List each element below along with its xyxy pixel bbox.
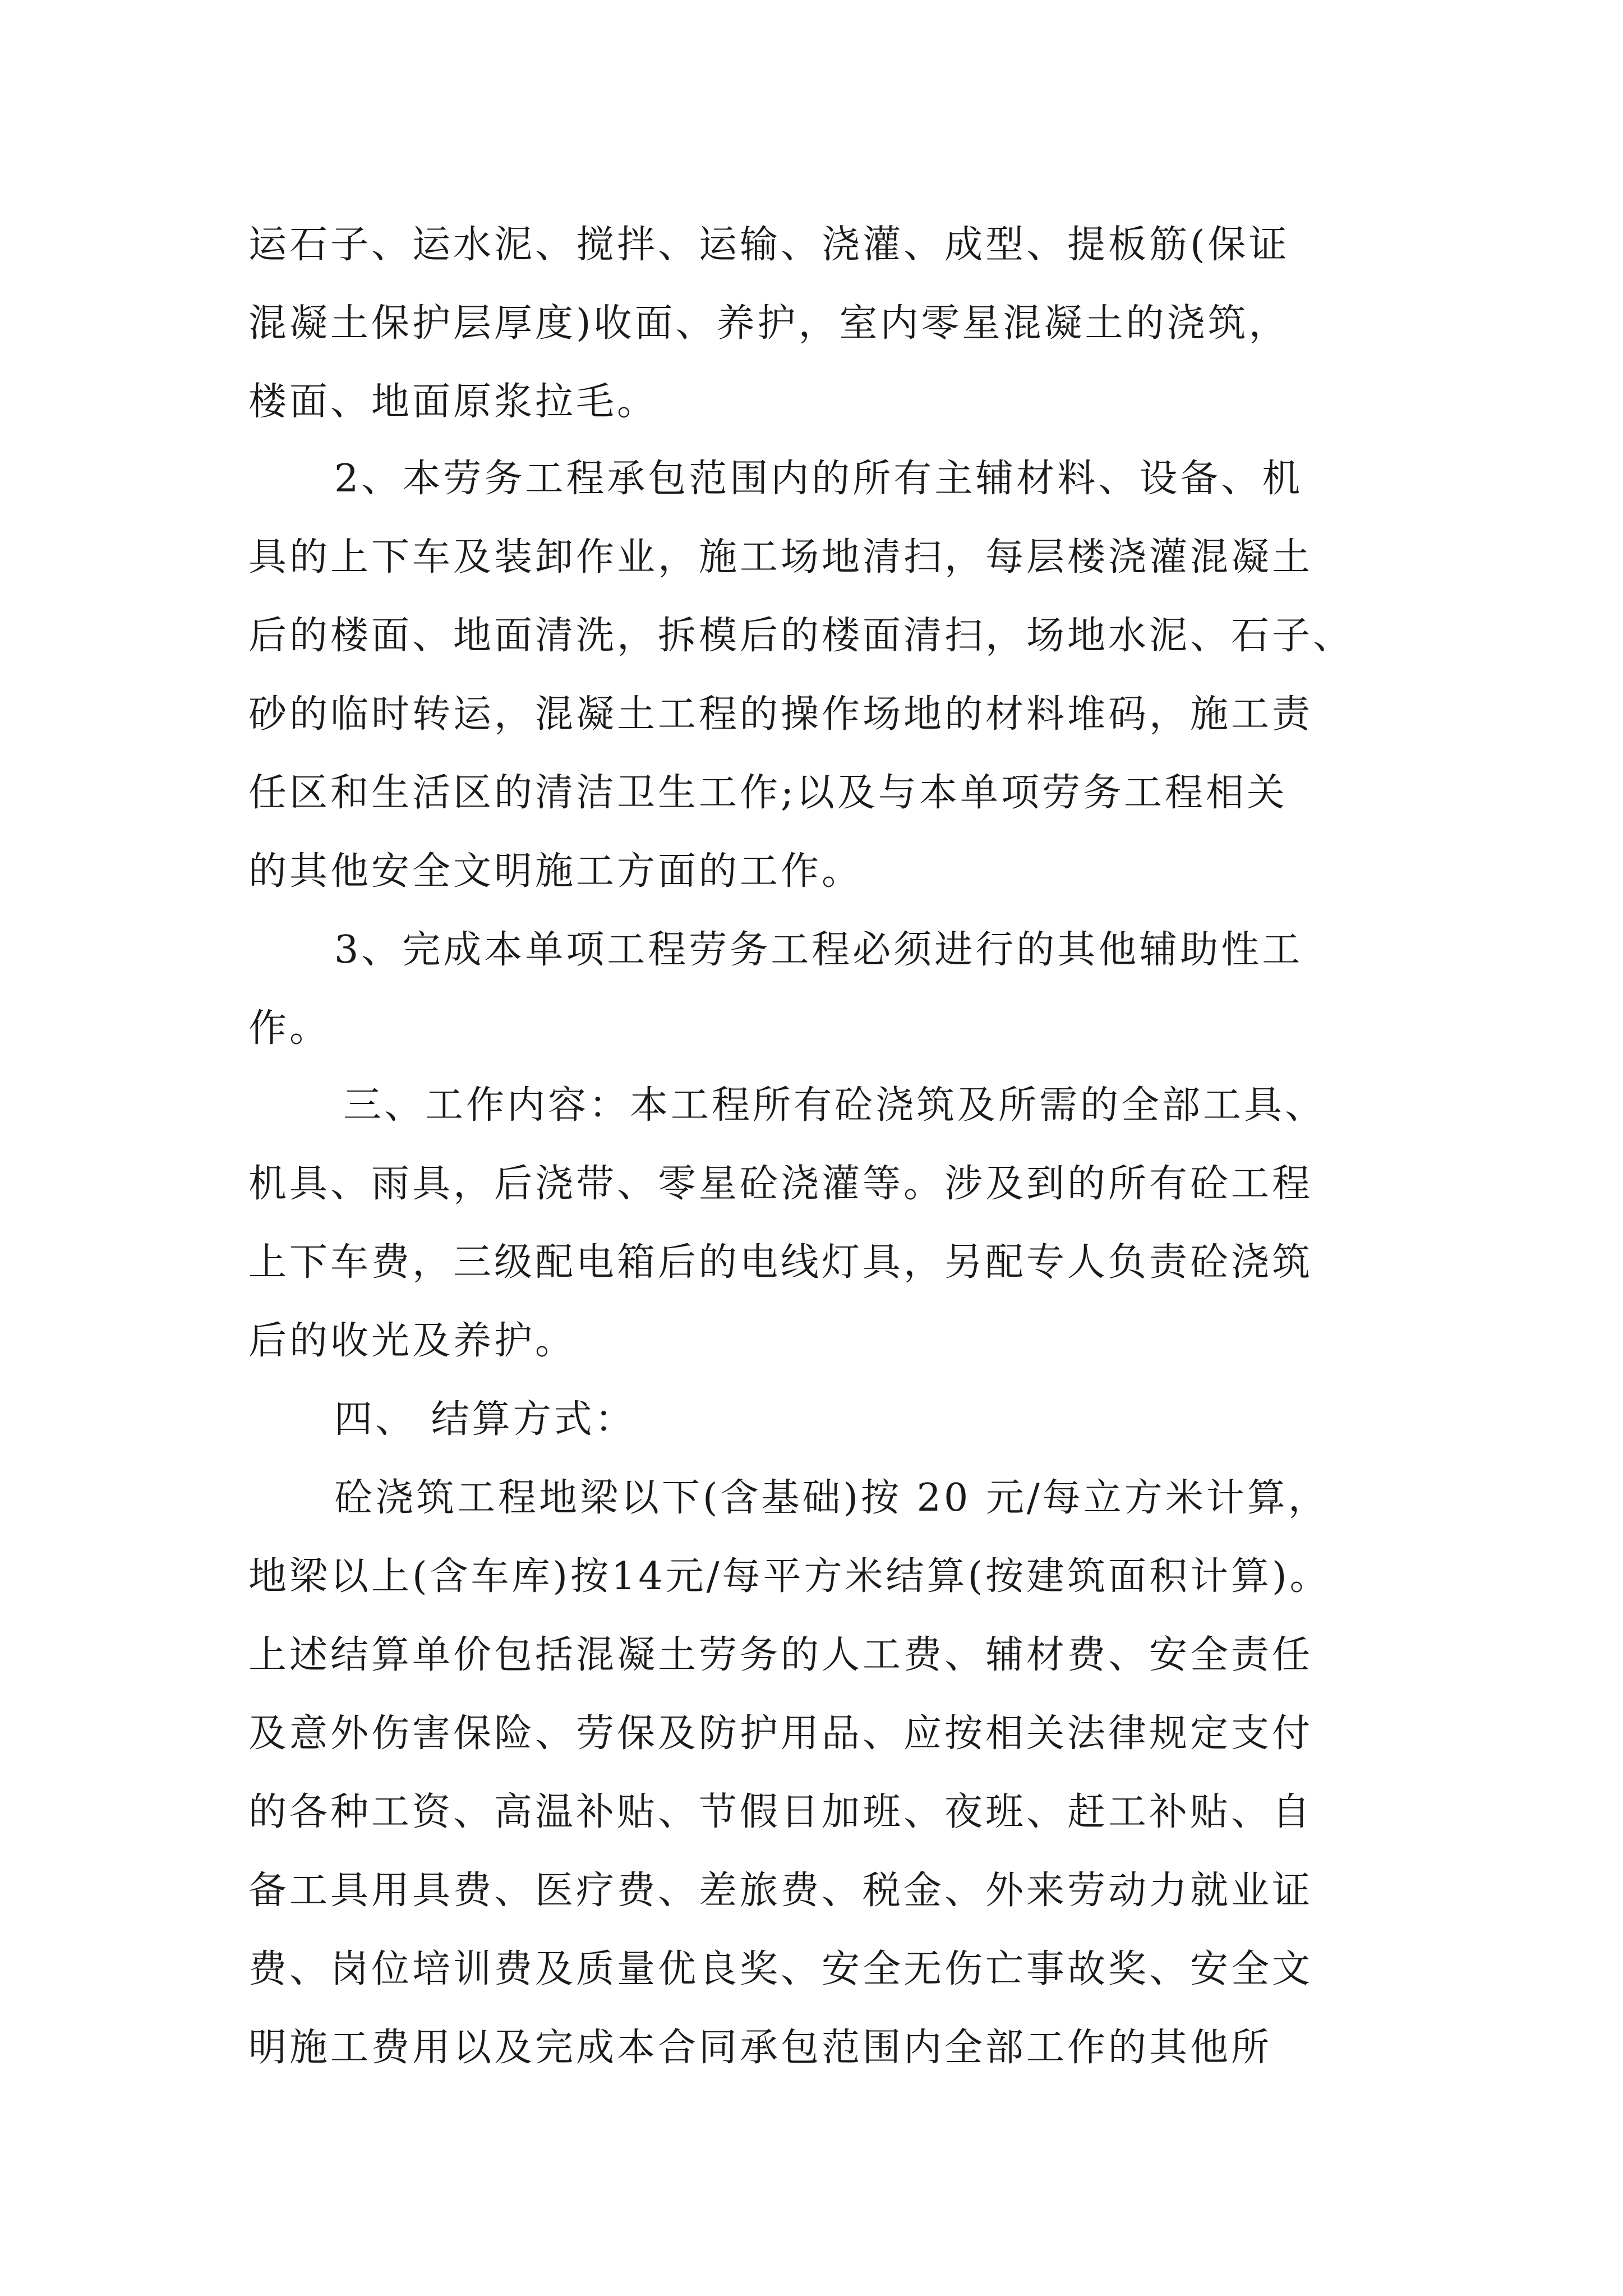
text-line: 2、本劳务工程承包范围内的所有主辅材料、设备、机 — [334, 457, 1303, 501]
text-line: 四、 结算方式： — [334, 1397, 636, 1442]
text-line: 作。 — [248, 1006, 331, 1051]
text-line: 砼浇筑工程地梁以下(含基础)按 20 元/每立方米计算， — [334, 1476, 1329, 1520]
text-line: 后的楼面、地面清洗，拆模后的楼面清扫，场地水泥、石子、 — [248, 614, 1354, 658]
text-line: 3、完成本单项工程劳务工程必须进行的其他辅助性工 — [334, 928, 1303, 972]
text-line: 的各种工资、高温补贴、节假日加班、夜班、赶工补贴、自 — [248, 1790, 1313, 1834]
text-line: 备工具用具费、医疗费、差旅费、税金、外来劳动力就业证 — [248, 1869, 1313, 1913]
text-line: 费、岗位培训费及质量优良奖、安全无伤亡事故奖、安全文 — [248, 1947, 1313, 1991]
text-line: 砂的临时转运，混凝土工程的操作场地的材料堆码，施工责 — [248, 692, 1313, 737]
text-line: 上下车费，三级配电箱后的电线灯具，另配专人负责砼浇筑 — [248, 1240, 1313, 1285]
text-line: 机具、雨具，后浇带、零星砼浇灌等。涉及到的所有砼工程 — [248, 1162, 1313, 1206]
text-line: 具的上下车及装卸作业，施工场地清扫，每层楼浇灌混凝土 — [248, 535, 1313, 579]
text-line: 混凝土保护层厚度)收面、养护，室内零星混凝土的浇筑， — [248, 301, 1290, 346]
text-line: 运石子、运水泥、搅拌、运输、浇灌、成型、提板筋(保证 — [248, 223, 1290, 267]
text-line: 及意外伤害保险、劳保及防护用品、应按相关法律规定支付 — [248, 1711, 1313, 1756]
text-line: 楼面、地面原浆拉毛。 — [248, 380, 658, 424]
text-line: 上述结算单价包括混凝土劳务的人工费、辅材费、安全责任 — [248, 1633, 1313, 1677]
text-line: 明施工费用以及完成本合同承包范围内全部工作的其他所 — [248, 2026, 1272, 2070]
text-line: 后的收光及养护。 — [248, 1319, 577, 1363]
text-line: 地梁以上(含车库)按14元/每平方米结算(按建筑面积计算)。 — [248, 1554, 1331, 1599]
text-line: 任区和生活区的清洁卫生工作;以及与本单项劳务工程相关 — [248, 771, 1288, 815]
text-line: 的其他安全文明施工方面的工作。 — [248, 849, 863, 894]
text-line: 三、工作内容：本工程所有砼浇筑及所需的全部工具、 — [343, 1083, 1326, 1128]
